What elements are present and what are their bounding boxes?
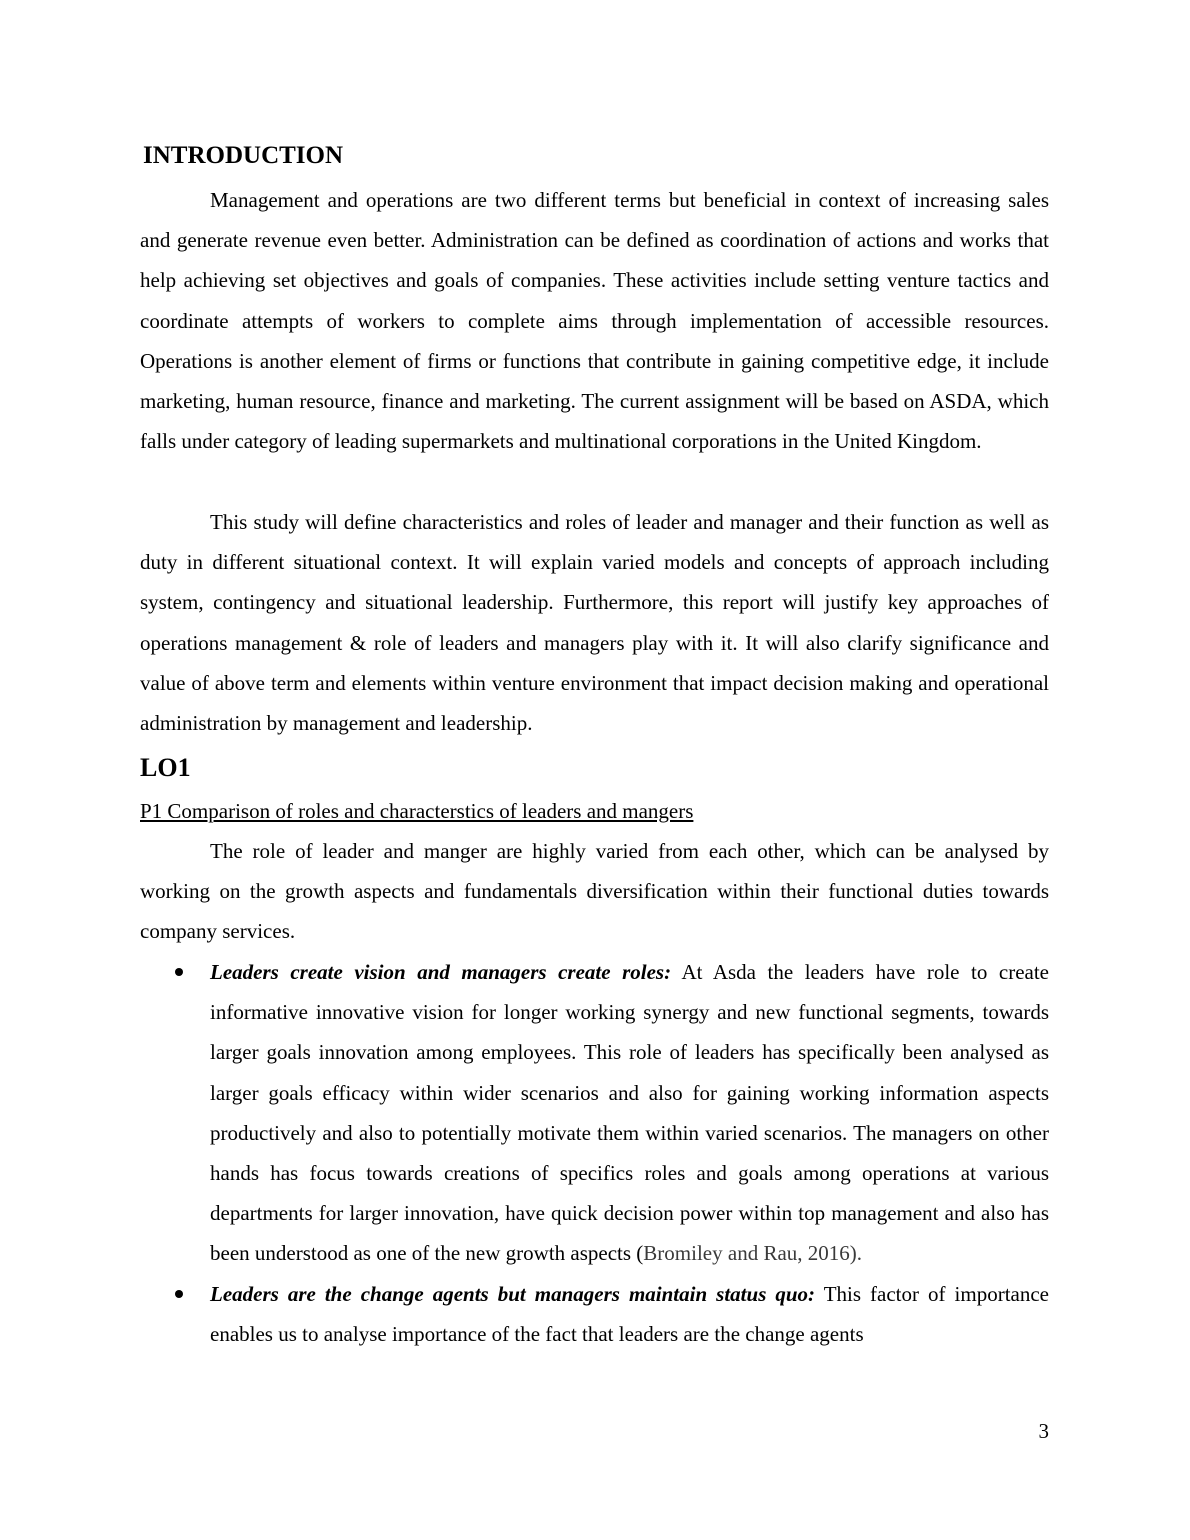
bullet-item-change-agents — [140, 1274, 1049, 1354]
p1-intro-paragraph: The role of leader and manger are highly varied from each other, which can be analysed by working on the growth aspects and fundamentals diversification within their functional duties towards company services. — [140, 839, 1049, 944]
intro-paragraph-1: Management and operations are two different terms but beneficial in context of increasing sales and generate revenue even better. Administration can be defined as coordination of actions and works that help achieving set objectives and goals of companies. These activities include setting venture tactics and coordinate attempts of workers to complete aims through implementation of accessible resources. Operations is another element of firms or functions that contribute in gaining competitive edge, it include marketing, human resource, finance and marketing. The current assignment will be based on ASDA, which falls under category of leading supermarkets and multinational corporations in the United Kingdom. — [140, 188, 1049, 454]
bullet-text: At Asda the leaders have role to create informative innovative vision for longer working synergy and new functional segments, towards larger goals innovation among employees. This role of leaders has specifically been analysed as larger goals efficacy within wider scenarios and also for gaining working information aspects productively and also to potentially motivate them within varied scenarios. The managers on other hands has focus towards creations of specifics roles and goals among operations at various departments for larger innovation, have quick decision power within top management and also has been understood as one of the new growth aspects ( — [210, 960, 1049, 1266]
bullet-list — [140, 952, 1049, 1354]
bullet-text: This factor of importance enables us to analyse importance of the fact that leaders are the change agents — [210, 1281, 1049, 1346]
bullet-icon — [175, 968, 183, 976]
introduction-heading: INTRODUCTION — [143, 142, 344, 169]
bullet-icon — [175, 1290, 183, 1298]
document-page — [140, 0, 1049, 1540]
bullet-item-vision — [140, 952, 1049, 1274]
bullet-lead: Leaders are the change agents but managers maintain status quo: — [210, 1281, 816, 1306]
p1-subheading: P1 Comparison of roles and characterstics of leaders and mangers — [140, 799, 694, 823]
citation: Bromiley and Rau, 2016). — [643, 1241, 863, 1266]
page-number: 3 — [1038, 1419, 1049, 1443]
lo1-heading: LO1 — [140, 753, 191, 782]
intro-paragraph-2: This study will define characteristics and roles of leader and manager and their function as well as duty in different situational context. It will explain varied models and concepts of approach including system, contingency and situational leadership. Furthermore, this report will justify key approaches of operations management & role of leaders and managers play with it. It will also clarify significance and value of above term and elements within venture environment that impact decision making and operational administration by management and leadership. — [140, 510, 1049, 736]
bullet-lead: Leaders create vision and managers create roles: — [210, 960, 672, 984]
